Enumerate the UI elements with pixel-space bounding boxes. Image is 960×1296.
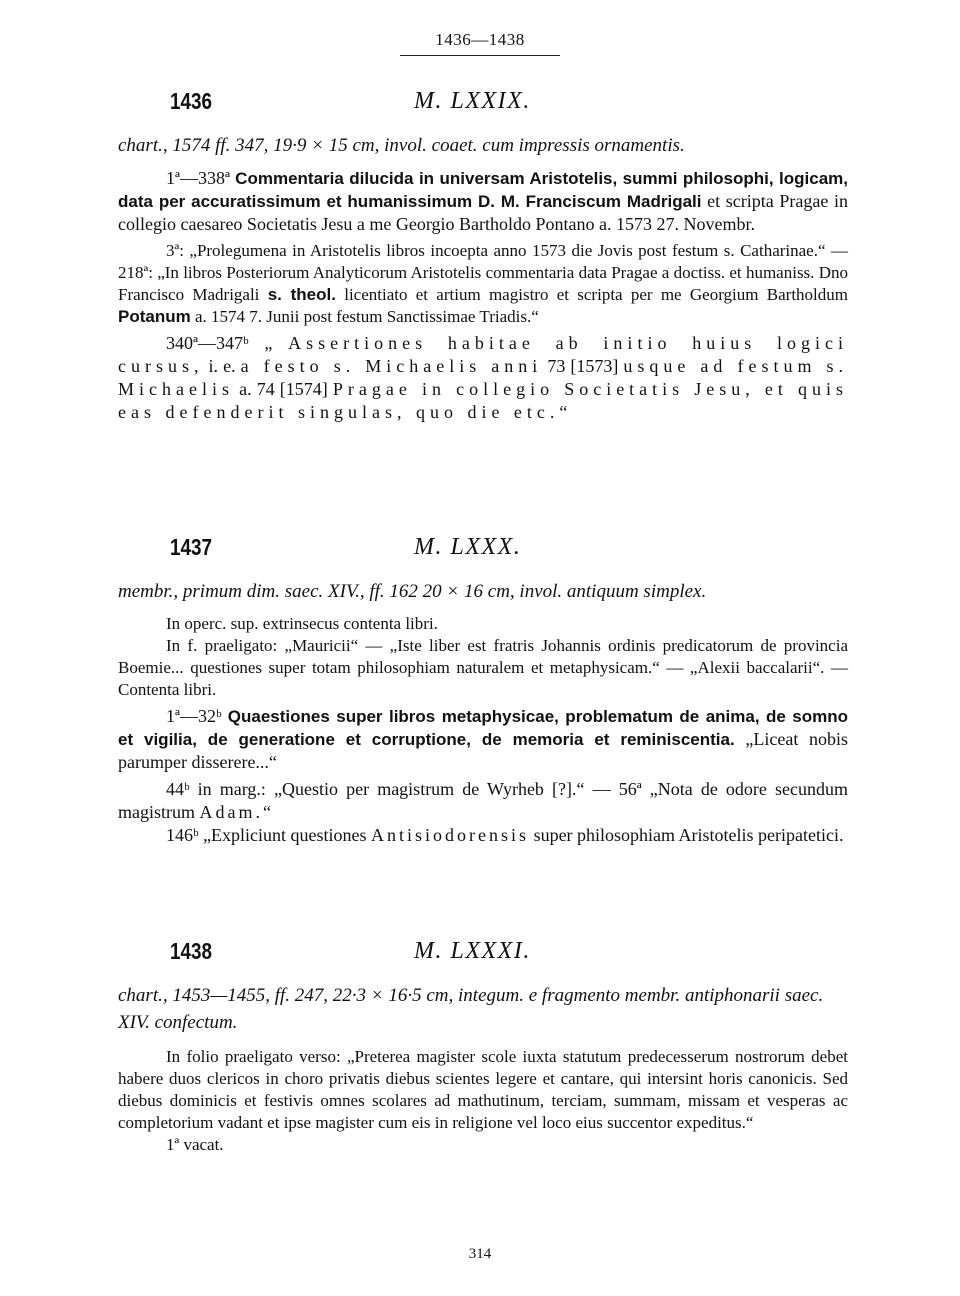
codex-description: chart., 1453—1455, ff. 247, 22·3 × 16·5 cm, integum. e fragmento membr. antiphonarii saec. XIV. confectum. [118, 985, 824, 1033]
shelf-signature: M. LXXIX. [414, 88, 531, 114]
content-paragraph [118, 167, 848, 236]
content-paragraph [118, 778, 848, 824]
spaced-text: Assertiones habitae ab initio huius logici cursus, [118, 333, 849, 376]
content-paragraph [118, 240, 848, 328]
entry-1437 [118, 534, 848, 847]
paragraph-text: super philosophiam Aristotelis peripatetici. [533, 825, 844, 845]
page-number: 314 [468, 1246, 492, 1262]
bold-text: s. theol. [267, 285, 336, 304]
bold-title: Commentaria dilucida in universam Aristotelis, summi philosophi, logicam, data per accuratissimum et humanissimum D. M. Franciscum Madrigali [118, 169, 849, 211]
entry-1436 [118, 88, 848, 424]
content-paragraph: 1ª vacat. [166, 1135, 224, 1154]
entry-1438 [118, 938, 848, 1156]
spaced-text: usque ad festum s. Michaelis [118, 356, 848, 399]
shelf-signature: M. LXXX. [414, 534, 522, 560]
running-head-rule [400, 55, 560, 56]
shelf-signature: M. LXXXI. [414, 938, 531, 964]
entry-heading [118, 534, 848, 568]
running-head [0, 30, 960, 56]
content-paragraph [118, 332, 848, 424]
paragraph-text: 3ª: „Prolegumena in Aristotelis libros incoepta anno 1573 die Jovis post festum s. Catharinae.“ — 218ª: „In libros Posteriorum Analyticorum Aristotelis commentaria data Pragae a doctiss. et humaniss. Dno Francisco Madrigali [118, 241, 848, 304]
codex-description: membr., primum dim. saec. XIV., ff. 162 20 × 16 cm, invol. antiquum simplex. [118, 581, 707, 602]
spaced-text: Pragae in collegio Societatis Jesu, et quis eas defenderit singulas, quo die etc.“ [118, 379, 848, 422]
paragraph-text: „Liceat nobis parumper disserere...“ [118, 729, 848, 772]
paragraph-text: 73 [1573] [547, 356, 619, 376]
paragraph-text: a. 1574 7. Junii post festum Sanctissimae Triadis.“ [194, 307, 539, 326]
paragraph-text: licentiato et artium magistro et scripta per me Georgium Bartholdum [344, 285, 848, 304]
paragraph-text: et scripta Pragae in collegio caesareo Societatis Jesu a me Georgio Bartholdo Pontano a. 1573 27. Novembr. [118, 191, 848, 234]
bold-text: Potanum [118, 307, 191, 326]
codex-description: chart., 1574 ff. 347, 19·9 × 15 cm, invol. coaet. cum impressis ornamentis. [118, 135, 685, 156]
folio-ref: 1ª—338ª [166, 168, 230, 188]
running-head-text: 1436—1438 [435, 30, 525, 49]
paragraph-text: “ [263, 802, 271, 822]
content-paragraph [118, 705, 848, 774]
paragraph-text: 146ᵇ „Expliciunt questiones [166, 825, 367, 845]
bold-title: Quaestiones super libros metaphysicae, problematum de anima, de somno et vigilia, de generatione et corruptione, de memoria et reminiscentia. [118, 707, 848, 749]
entry-number: 1438 [170, 938, 212, 964]
spaced-text: Antisiodorensis [371, 825, 530, 845]
entry-heading [118, 88, 848, 122]
folio-ref: 340ª—347ᵇ „ [166, 333, 273, 353]
content-paragraph: In operc. sup. extrinsecus contenta libri. [166, 614, 438, 633]
entry-number: 1437 [170, 534, 212, 560]
entry-number: 1436 [170, 88, 212, 114]
spaced-text: a festo s. Michaelis anni [240, 356, 543, 376]
paragraph-text: a. 74 [1574] [239, 379, 328, 399]
content-paragraph [118, 824, 848, 847]
spaced-text: Adam. [199, 802, 263, 822]
entry-heading [118, 938, 848, 972]
folio-ref: 1ª—32ᵇ [166, 706, 222, 726]
content-paragraph: In f. praeligato: „Mauricii“ — „Iste liber est fratris Johannis ordinis predicatorum de provincia Boemie... questiones super totam philosophiam naturalem et metaphysicam.“ — „Alexii baccalarii“. — Contenta libri. [118, 636, 848, 699]
paragraph-text: 44ᵇ in marg.: „Questio per magistrum de Wyrheb [?].“ — 56ª „Nota de odore secundum magistrum [118, 779, 848, 822]
paragraph-text: i. e. [208, 356, 236, 376]
content-paragraph: In folio praeligato verso: „Preterea magister scole iuxta statutum predecesserum nostrorum debet habere duos clericos in choro privatis diebus scientes legere et cantare, qui intersint horis canonicis. Sed diebus dominicis et festivis omnes scolares ad mathutinum, terciam, summam, missam et vesperas ac completorium vadant et ipse magister cum eis in religione vel loco eius succentor expeditus.“ [118, 1047, 848, 1132]
